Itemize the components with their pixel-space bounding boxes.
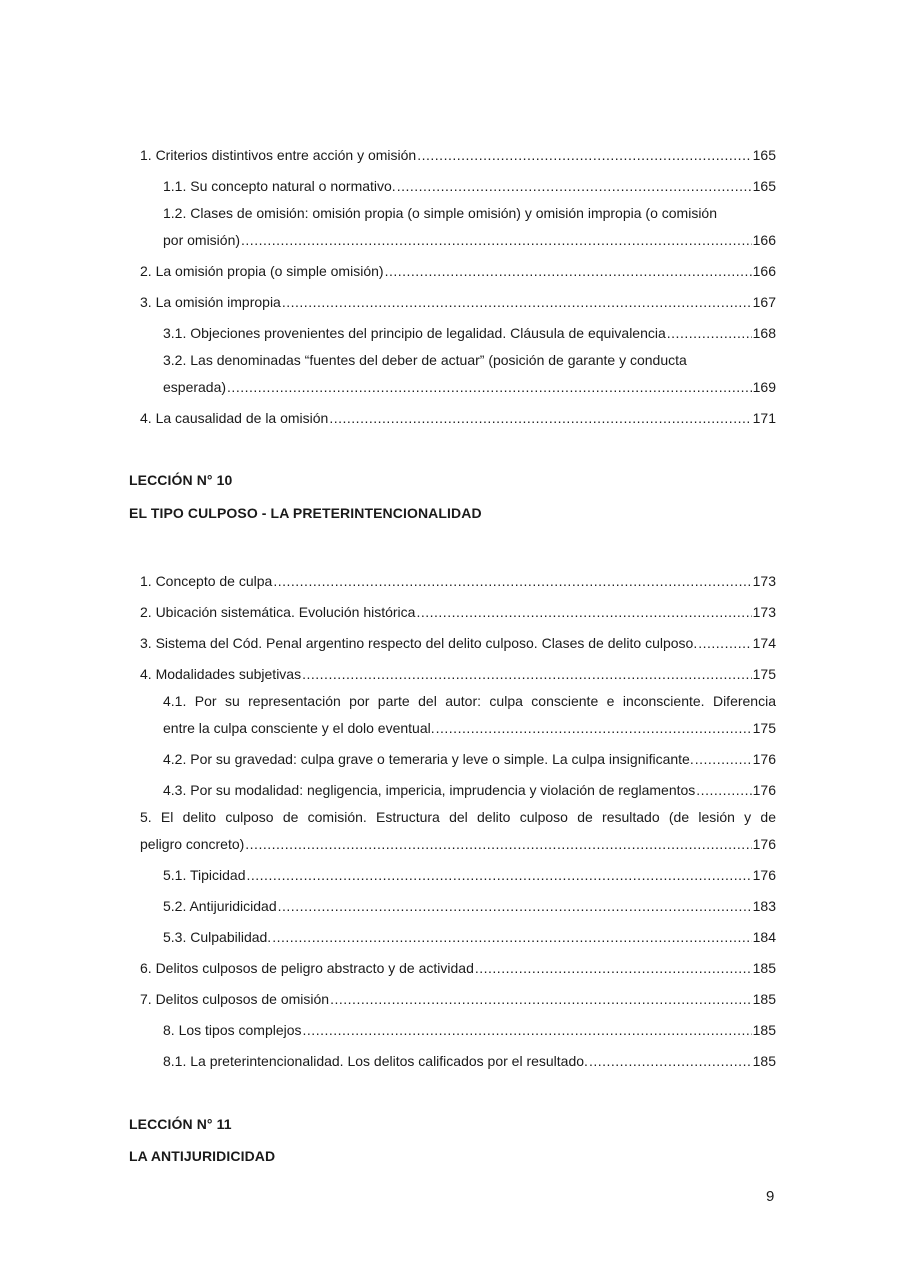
toc-entry-title: 1. Concepto de culpa: [140, 573, 273, 589]
toc-entry-page: 167: [752, 294, 776, 310]
toc-entry-page: 183: [752, 898, 776, 914]
dot-leader: [273, 566, 751, 597]
toc-entry-page: 173: [752, 573, 776, 589]
toc-entry[interactable]: [140, 597, 776, 628]
toc-entry[interactable]: [140, 628, 776, 659]
toc-entry-page: 169: [752, 379, 776, 395]
toc-entry-title: 1. Criterios distintivos entre acción y omisión: [140, 147, 417, 163]
toc-entry-page: 174: [752, 635, 776, 651]
toc-entry-title: 7. Delitos culposos de omisión: [140, 991, 330, 1007]
dot-leader: [397, 171, 752, 202]
toc-entry[interactable]: [140, 403, 776, 434]
toc-entry-title: 4. Modalidades subjetivas: [140, 666, 302, 682]
toc-entry[interactable]: [140, 256, 776, 287]
page-number: 9: [766, 1188, 775, 1205]
toc-entry-page: 165: [752, 147, 776, 163]
toc-entry-title: 8. Los tipos complejos: [163, 1022, 302, 1038]
toc-entry-title: 4.3. Por su modalidad: negligencia, impericia, imprudencia y violación de reglamentos: [163, 782, 696, 798]
toc-entry-page: 184: [752, 929, 776, 945]
dot-leader: [278, 891, 752, 922]
dot-leader: [282, 287, 752, 318]
dot-leader: [696, 775, 751, 806]
toc-entry-text-line: 5. El delito culposo de comisión. Estructura del delito culposo de resultado (de lesión y de: [140, 809, 776, 825]
toc-entry-title: 2. Ubicación sistemática. Evolución histórica: [140, 604, 416, 620]
toc-entry-title: 5.2. Antijuridicidad: [163, 898, 277, 914]
toc-entry-page: 176: [752, 782, 776, 798]
toc-entry[interactable]: [163, 349, 776, 403]
toc-section-tipo-culposo: [140, 566, 776, 1077]
toc-entry[interactable]: [140, 953, 776, 984]
dot-leader: [417, 140, 751, 171]
toc-entry-title: peligro concreto): [140, 836, 245, 852]
dot-leader: [416, 597, 751, 628]
toc-entry-page: 176: [752, 836, 776, 852]
dot-leader: [667, 318, 752, 349]
toc-entry[interactable]: [163, 775, 776, 806]
toc-entry[interactable]: [140, 140, 776, 171]
toc-entry-page: 168: [752, 325, 776, 341]
toc-entry[interactable]: [140, 287, 776, 318]
toc-entry[interactable]: [163, 1046, 776, 1077]
lesson-11-number: LECCIÓN N° 11: [129, 1116, 232, 1132]
toc-entry-text-line: 4.1. Por su representación por parte del autor: culpa consciente e inconsciente. Diferencia: [163, 693, 776, 709]
dot-leader: [302, 659, 752, 690]
toc-entry-title: 4. La causalidad de la omisión: [140, 410, 329, 426]
toc-entry-title: 1.1. Su concepto natural o normativo.: [163, 178, 396, 194]
toc-entry-page: 176: [752, 867, 776, 883]
toc-entry[interactable]: [140, 984, 776, 1015]
toc-entry-title: 2. La omisión propia (o simple omisión): [140, 263, 384, 279]
toc-entry-page: 175: [752, 666, 776, 682]
toc-entry[interactable]: [163, 171, 776, 202]
toc-entry-page: 166: [752, 232, 776, 248]
toc-entry-page: 173: [752, 604, 776, 620]
toc-entry[interactable]: [163, 922, 776, 953]
toc-entry-page: 176: [752, 751, 776, 767]
lesson-10-number: LECCIÓN N° 10: [129, 472, 233, 488]
dot-leader: [247, 860, 752, 891]
toc-entry-page: 175: [752, 720, 776, 736]
dot-leader: [698, 628, 751, 659]
lesson-11-title: LA ANTIJURIDICIDAD: [129, 1148, 276, 1164]
dot-leader: [227, 372, 752, 403]
toc-entry-page: 185: [752, 960, 776, 976]
toc-entry-text-line: 1.2. Clases de omisión: omisión propia (o simple omisión) y omisión impropia (o comisión: [163, 205, 717, 221]
toc-entry-page: 185: [752, 991, 776, 1007]
toc-entry-title: 5.1. Tipicidad: [163, 867, 246, 883]
dot-leader: [329, 403, 751, 434]
toc-section-omision: [140, 140, 776, 434]
dot-leader: [241, 225, 752, 256]
dot-leader: [475, 953, 752, 984]
lesson-10-title: EL TIPO CULPOSO - LA PRETERINTENCIONALIDAD: [129, 505, 482, 521]
toc-entry-title: 3.1. Objeciones provenientes del principio de legalidad. Cláusula de equivalencia: [163, 325, 666, 341]
toc-entry-page: 165: [752, 178, 776, 194]
dot-leader: [436, 713, 752, 744]
toc-entry[interactable]: [163, 318, 776, 349]
dot-leader: [589, 1046, 752, 1077]
toc-entry-page: 185: [752, 1022, 776, 1038]
dot-leader: [330, 984, 752, 1015]
toc-entry[interactable]: [163, 690, 776, 744]
dot-leader: [245, 829, 751, 860]
toc-entry-title: 3. La omisión impropia: [140, 294, 281, 310]
toc-entry-page: 171: [752, 410, 776, 426]
toc-entry[interactable]: [163, 891, 776, 922]
toc-entry-title: 4.2. Por su gravedad: culpa grave o temeraria y leve o simple. La culpa insignificante.: [163, 751, 694, 767]
dot-leader: [385, 256, 752, 287]
toc-entry[interactable]: [140, 566, 776, 597]
dot-leader: [303, 1015, 752, 1046]
toc-entry-title: 3. Sistema del Cód. Penal argentino respecto del delito culposo. Clases de delito culposo.: [140, 635, 698, 651]
toc-entry[interactable]: [163, 1015, 776, 1046]
toc-entry-title: 6. Delitos culposos de peligro abstracto y de actividad: [140, 960, 474, 976]
toc-entry[interactable]: [140, 806, 776, 860]
dot-leader: [272, 922, 751, 953]
toc-entry-title: por omisión): [163, 232, 241, 248]
toc-entry[interactable]: [163, 860, 776, 891]
toc-entry[interactable]: [163, 202, 776, 256]
toc-entry-page: 185: [752, 1053, 776, 1069]
toc-entry-title: entre la culpa consciente y el dolo eventual.: [163, 720, 435, 736]
toc-entry-page: 166: [752, 263, 776, 279]
toc-entry[interactable]: [163, 744, 776, 775]
toc-entry-title: 8.1. La preterintencionalidad. Los delitos calificados por el resultado.: [163, 1053, 588, 1069]
toc-entry-title: esperada): [163, 379, 227, 395]
toc-entry-title: 5.3. Culpabilidad.: [163, 929, 272, 945]
toc-entry-text-line: 3.2. Las denominadas “fuentes del deber de actuar” (posición de garante y conducta: [163, 352, 687, 368]
dot-leader: [695, 744, 752, 775]
toc-entry[interactable]: [140, 659, 776, 690]
